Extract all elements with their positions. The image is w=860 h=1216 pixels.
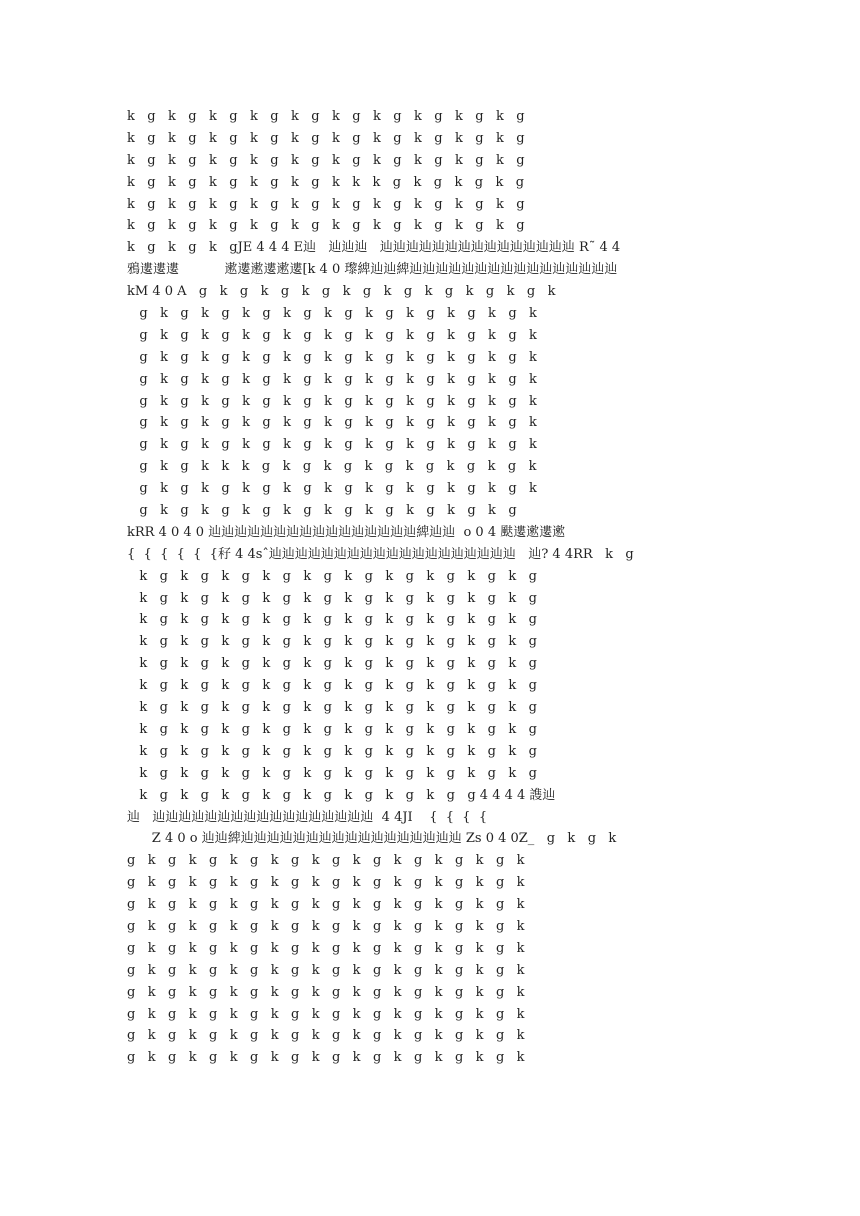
text-line: k g k g k g k g k g k g k g k g k g k g — [127, 765, 537, 781]
text-line: g k g k g k g k g k g k g k g k g k g k — [127, 415, 537, 431]
text-line: k g k g k g k g k g k g k g k g k g k g — [127, 612, 537, 628]
text-line: kM 4 0 A g k g k g k g k g k g k g k g k g k — [127, 284, 556, 300]
text-line: g k g k g k g k g k g k g k g k g k g k — [127, 481, 537, 497]
text-line: g k g k g k g k g k g k g k g k g k g k — [127, 371, 537, 387]
text-line: g k g k g k g k g k g k g k g k g k g k — [127, 918, 525, 934]
text-line: g k g k g k g k g k g k g k g k g k g k — [127, 984, 525, 1000]
text-line: g k g k k k g k g k g k g k g k g k g k — [127, 459, 537, 475]
text-line: g k g k g k g k g k g k g k g k g k g k — [127, 349, 537, 365]
text-line: k g k g k g k g k g k g k g k g k g k g — [127, 700, 537, 716]
text-line: g k g k g k g k g k g k g k g k g k g k — [127, 437, 537, 453]
text-line: g k g k g k g k g k g k g k g k g k g k — [127, 853, 525, 869]
text-line: g k g k g k g k g k g k g k g k g k g k — [127, 306, 537, 322]
text-line: k g k g k g k g k g k g k g k g k g k g — [127, 590, 537, 606]
text-line: k g k g k g k g k g k g k g k g k g k g — [127, 152, 525, 168]
text-line: g k g k g k g k g k g k g k g k g k g — [127, 503, 517, 519]
text-line: k g k g k g k g k g k g k g k g k g k g — [127, 656, 537, 672]
text-line: g k g k g k g k g k g k g k g k g k g k — [127, 393, 537, 409]
text-line: g k g k g k g k g k g k g k g k g k g k — [127, 1006, 525, 1022]
text-line: kRR 4 0 4 0 辿辿辿辿辿辿辿辿辿辿辿辿辿辿辿辿綼辿辿 o 0 4 颫遱遬遱遬 — [127, 524, 566, 540]
text-line: k g k g k g k g k g k g k g k g k g k g — [127, 678, 537, 694]
text-line: { { { { { {秄 4 4sˆ辿辿辿辿辿辿辿辿辿辿辿辿辿辿辿辿辿辿辿 辿? 4 4RR k g — [127, 546, 634, 562]
text-line: k g k g k g k g k g k k k g k g k g k g — [127, 174, 525, 190]
text-line: k g k g k g k g k g k g k g k g g 4 4 4 4 謢辿 — [127, 787, 556, 803]
document-body — [127, 106, 739, 1069]
text-line: 辿 辿辿辿辿辿辿辿辿辿辿辿辿辿辿辿辿辿 4 4JI { { { { — [127, 809, 488, 825]
text-line: k g k g k g k g k g k g k g k g k g k g — [127, 196, 525, 212]
text-line: k g k g k g k g k g k g k g k g k g k g — [127, 634, 537, 650]
text-line: Z 4 0 o 辿辿綼辿辿辿辿辿辿辿辿辿辿辿辿辿辿辿辿辿 Zs 0 4 0Z_ g k g k — [127, 831, 617, 847]
text-line: k g k g k g k g k g k g k g k g k g k g — [127, 568, 537, 584]
text-line: g k g k g k g k g k g k g k g k g k g k — [127, 962, 525, 978]
text-line: k g k g k g k g k g k g k g k g k g k g — [127, 218, 525, 234]
text-line: g k g k g k g k g k g k g k g k g k g k — [127, 1028, 525, 1044]
text-line: g k g k g k g k g k g k g k g k g k g k — [127, 1050, 525, 1066]
text-line: g k g k g k g k g k g k g k g k g k g k — [127, 897, 525, 913]
text-line: k g k g k g k g k g k g k g k g k g k g — [127, 743, 537, 759]
text-line: k g k g k g k g k g k g k g k g k g k g — [127, 130, 525, 146]
text-line: k g k g k gJE 4 4 4 E辿 辿辿辿 辿辿辿辿辿辿辿辿辿辿辿辿辿辿辿 R˜ 4 4 — [127, 240, 621, 256]
text-line: k g k g k g k g k g k g k g k g k g k g — [127, 109, 525, 124]
text-line: g k g k g k g k g k g k g k g k g k g k — [127, 875, 525, 891]
text-line: g k g k g k g k g k g k g k g k g k g k — [127, 327, 537, 343]
text-line: k g k g k g k g k g k g k g k g k g k g — [127, 721, 537, 737]
text-line: 鴉遱遱遱 遬遱遬遱遬遱[k 4 0 瓈綼辿辿綼辿辿辿辿辿辿辿辿辿辿辿辿辿辿辿辿 — [127, 262, 618, 278]
text-line: g k g k g k g k g k g k g k g k g k g k — [127, 940, 525, 956]
